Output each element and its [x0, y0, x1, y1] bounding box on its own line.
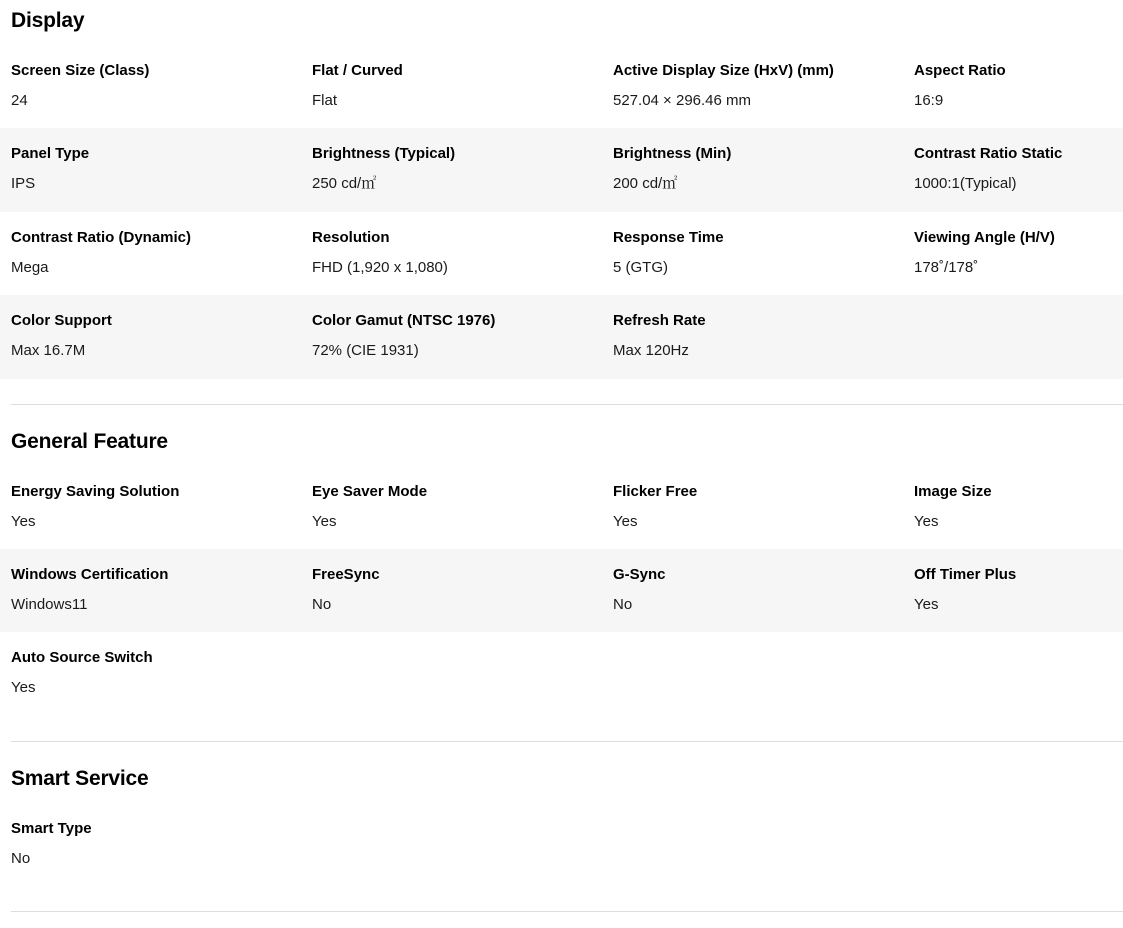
spec-item — [0, 482, 301, 549]
spec-value: IPS — [11, 175, 36, 192]
spec-item — [301, 144, 602, 212]
spec-item — [0, 61, 301, 128]
spec-row — [0, 632, 1123, 715]
spec-row — [0, 45, 1123, 128]
section-divider — [11, 741, 1123, 742]
spec-label: Aspect Ratio — [914, 62, 1006, 79]
spec-value: 72% (CIE 1931) — [312, 342, 419, 359]
spec-label: Contrast Ratio (Dynamic) — [11, 229, 192, 246]
spec-label: Flat / Curved — [312, 62, 403, 79]
spec-label: Energy Saving Solution — [11, 483, 180, 500]
spec-label: Color Support — [11, 312, 112, 329]
spec-value: No — [613, 596, 633, 613]
section-title-display: Display — [11, 9, 85, 32]
spec-label: Viewing Angle (H/V) — [914, 229, 1055, 246]
spec-label: Panel Type — [11, 145, 90, 162]
spec-label: Brightness (Min) — [613, 145, 732, 162]
spec-label: Active Display Size (HxV) (mm) — [613, 62, 834, 79]
spec-label: Windows Certification — [11, 566, 169, 583]
spec-item — [602, 228, 903, 295]
section-title-smart-service: Smart Service — [11, 767, 149, 790]
spec-label: Refresh Rate — [613, 312, 706, 329]
section-divider — [11, 404, 1123, 405]
spec-item — [602, 311, 903, 379]
spec-label: Eye Saver Mode — [312, 483, 428, 500]
spec-item — [602, 565, 903, 632]
spec-label: Resolution — [312, 229, 390, 246]
spec-label: Color Gamut (NTSC 1976) — [312, 312, 496, 329]
spec-item — [301, 565, 602, 632]
spec-label: Flicker Free — [613, 483, 698, 500]
section-title-general-feature: General Feature — [11, 430, 168, 453]
spec-item — [903, 482, 1123, 549]
spec-item — [301, 311, 602, 379]
spec-value: 200 cd/㎡ — [613, 175, 678, 192]
spec-row — [0, 466, 1123, 549]
spec-item — [903, 61, 1123, 128]
spec-item — [0, 311, 301, 379]
spec-item-empty — [903, 311, 1123, 379]
spec-value: Mega — [11, 259, 49, 276]
spec-value: 16:9 — [914, 92, 944, 109]
spec-label: Off Timer Plus — [914, 566, 1017, 583]
spec-label: Brightness (Typical) — [312, 145, 456, 162]
spec-value: 1000:1(Typical) — [914, 175, 1017, 192]
spec-label: Contrast Ratio Static — [914, 145, 1063, 162]
spec-value: Yes — [613, 513, 638, 530]
section-divider — [11, 911, 1123, 912]
spec-label: Image Size — [914, 483, 992, 500]
spec-value: 250 cd/㎡ — [312, 175, 377, 192]
spec-value: 178˚/178˚ — [914, 259, 979, 276]
spec-value: 24 — [11, 92, 28, 109]
spec-value: Flat — [312, 92, 338, 109]
spec-value: Max 120Hz — [613, 342, 689, 359]
spec-item — [602, 61, 903, 128]
spec-item — [602, 482, 903, 549]
spec-label: FreeSync — [312, 566, 380, 583]
spec-value: No — [11, 850, 31, 867]
spec-value: 5 (GTG) — [613, 259, 668, 276]
spec-item — [0, 819, 220, 886]
spec-label: Smart Type — [11, 820, 92, 837]
spec-value: Yes — [914, 596, 939, 613]
spec-item — [0, 648, 220, 715]
spec-item — [301, 482, 602, 549]
spec-item — [301, 228, 602, 295]
spec-value: FHD (1,920 x 1,080) — [312, 259, 448, 276]
spec-value: Max 16.7M — [11, 342, 86, 359]
spec-item — [301, 61, 602, 128]
spec-row — [0, 128, 1123, 212]
spec-row — [0, 212, 1123, 295]
spec-item — [0, 228, 301, 295]
spec-value: 527.04 × 296.46 mm — [613, 92, 752, 109]
spec-row — [0, 295, 1123, 379]
spec-item — [903, 565, 1123, 632]
spec-item — [903, 144, 1123, 212]
spec-value: Yes — [11, 513, 36, 530]
spec-label: Auto Source Switch — [11, 649, 153, 666]
spec-value: No — [312, 596, 332, 613]
spec-item — [0, 144, 301, 212]
spec-value: Yes — [11, 679, 36, 696]
spec-item — [903, 228, 1123, 295]
spec-value: Yes — [914, 513, 939, 530]
spec-item — [0, 565, 301, 632]
spec-value: Windows11 — [11, 596, 88, 613]
spec-row — [0, 549, 1123, 632]
spec-label: G-Sync — [613, 566, 666, 583]
spec-label: Response Time — [613, 229, 724, 246]
spec-row — [0, 803, 1123, 886]
spec-value: Yes — [312, 513, 337, 530]
spec-label: Screen Size (Class) — [11, 62, 150, 79]
spec-item — [602, 144, 903, 212]
